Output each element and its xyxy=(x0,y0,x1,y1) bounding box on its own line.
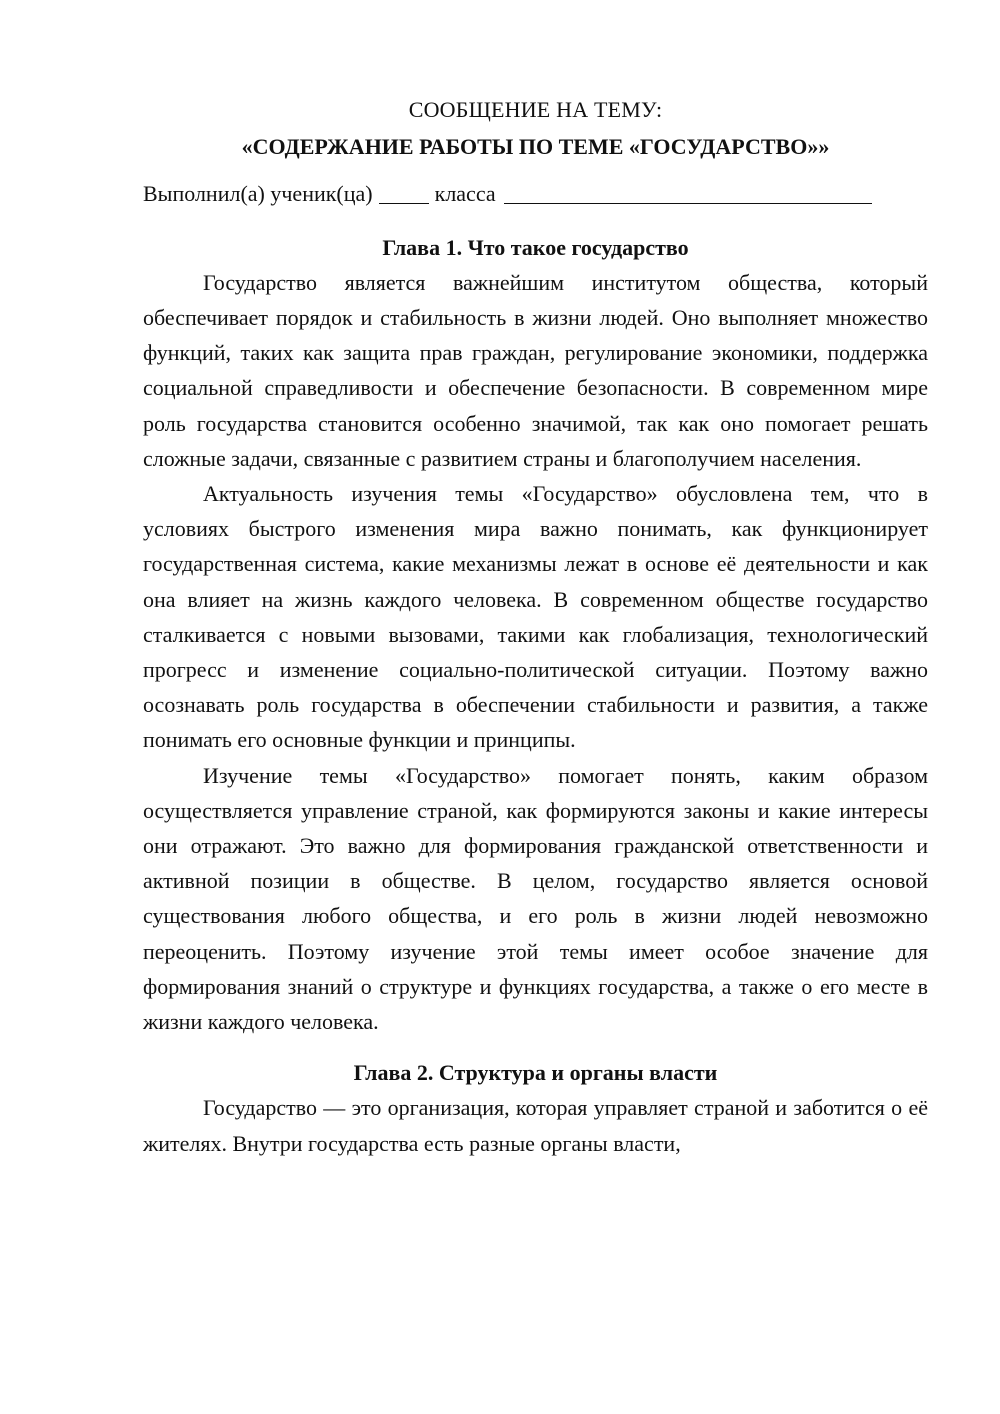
chapter-1-paragraph-3: Изучение темы «Государство» помогает понять, каким образом осуществляется управление страной, как формируются законы и какие интересы они отражают. Это важно для формирования гражданской ответственности и активной позиции в обществе. В целом, государство является основой существования любого общества, и его роль в жизни людей невозможно переоценить. Поэтому изучение этой темы имеет особое значение для формирования знаний о структуре и функциях государства, а также о его месте в жизни каждого человека. xyxy=(143,762,928,1035)
class-label: класса xyxy=(434,181,496,207)
document-title-line-2: «СОДЕРЖАНИЕ РАБОТЫ ПО ТЕМЕ «ГОСУДАРСТВО»» xyxy=(241,134,830,160)
document-page xyxy=(143,92,928,1161)
document-title-line-1: СООБЩЕНИЕ НА ТЕМУ: xyxy=(408,97,663,122)
student-name-blank-field[interactable] xyxy=(504,183,872,204)
student-info-line xyxy=(143,176,928,211)
performed-by-label: Выполнил(а) ученик(ца) xyxy=(143,181,373,207)
chapter-1-paragraph-2: Актуальность изучения темы «Государство» обусловлена тем, что в условиях быстрого изменения мира важно понимать, как функционирует государственная система, какие механизмы лежат в основе её деятельности и как она влияет на жизнь каждого человека. В современном обществе государство сталкивается с новыми вызовами, такими как глобализация, технологический прогресс и изменение социально-политической ситуации. Поэтому важно осознавать роль государства в обеспечении стабильности и развития, а также понимать его основные функции и принципы. xyxy=(143,481,928,753)
chapter-1-heading: Глава 1. Что такое государство xyxy=(382,234,689,260)
chapter-2-paragraph-1: Государство — это организация, которая управляет страной и заботится о её жителях. Внутри государства есть разные органы власти, xyxy=(143,1095,928,1156)
chapter-1-paragraph-1: Государство является важнейшим институтом общества, который обеспечивает порядок и стабильность в жизни людей. Оно выполняет множество функций, таких как защита прав граждан, регулирование экономики, поддержка социальной справедливости и обеспечение безопасности. В современном мире роль государства становится особенно значимой, так как оно помогает решать сложные задачи, связанные с развитием страны и благополучием населения. xyxy=(143,269,928,471)
grade-blank-field[interactable] xyxy=(379,183,429,204)
chapter-2-heading: Глава 2. Структура и органы власти xyxy=(353,1060,718,1086)
